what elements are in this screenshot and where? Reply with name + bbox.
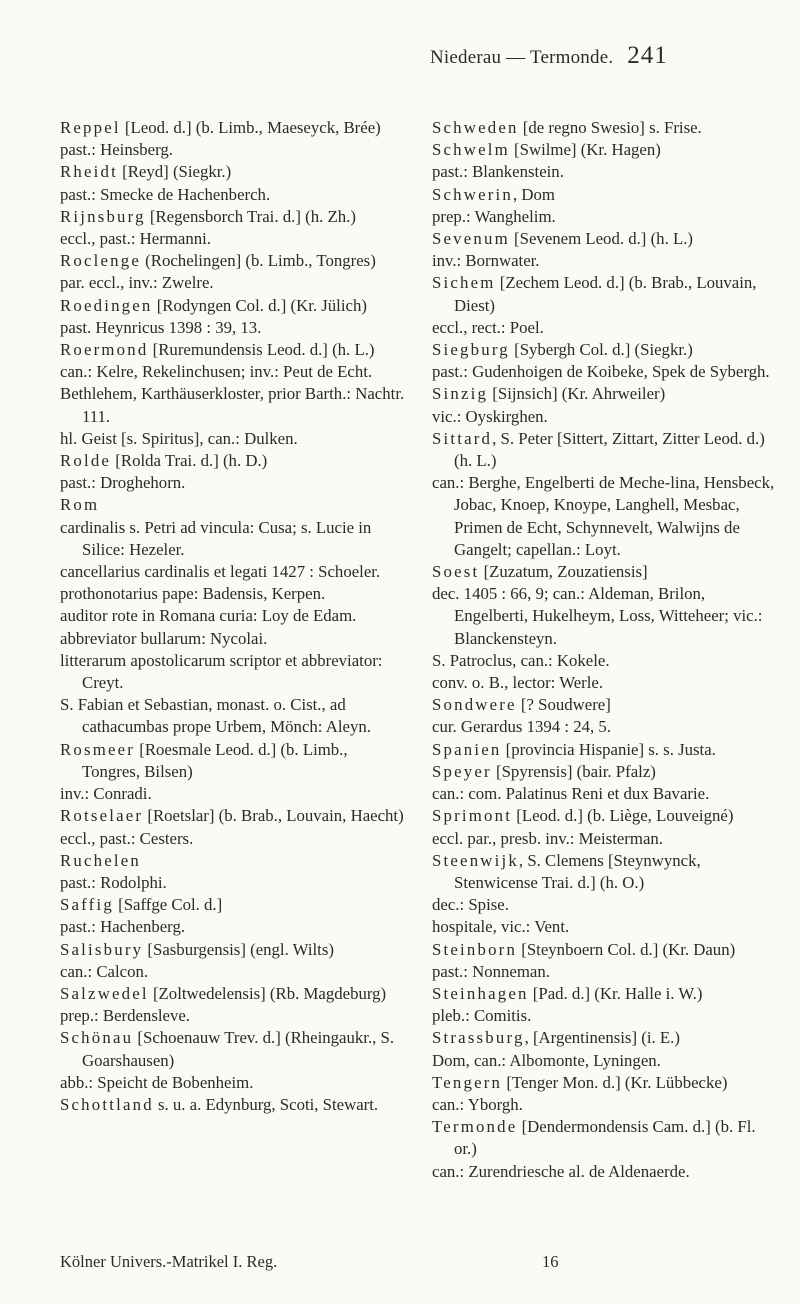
entry-subline: hl. Geist [s. Spiritus], can.: Dulken. bbox=[60, 428, 298, 448]
entry-headword: Termonde bbox=[432, 1117, 518, 1137]
entry-subline: Bethlehem, Karthäuserkloster, prior Barth.: Nachtr. 111. bbox=[60, 384, 405, 426]
entry-headword: Rotselaer bbox=[60, 806, 144, 826]
entry-subline: past. Heynricus 1398 : 39, 13. bbox=[60, 317, 262, 337]
entry-subline: eccl., past.: Hermanni. bbox=[60, 229, 211, 249]
entry-place-detail: [Zechem Leod. d.] (b. Brab., Louvain, Diest) bbox=[454, 273, 757, 315]
entry-place-detail: [Zoltwedelensis] (Rb. Magdeburg) bbox=[148, 983, 387, 1003]
entry-place-detail: [Schoenauw Trev. d.] (Rheingaukr., S. Goarshausen) bbox=[82, 1028, 395, 1070]
entry-subline: litterarum apostolicarum scriptor et abbreviator: Creyt. bbox=[60, 650, 383, 693]
entry-headword: Schottland bbox=[60, 1094, 154, 1114]
entry-subline: vic.: Oyskirghen. bbox=[432, 406, 548, 426]
signature-mark: 16 bbox=[542, 1252, 559, 1271]
entry-headword: Schwerin bbox=[432, 184, 513, 204]
entry-place-detail: , S. Clemens [Steynwynck, Stenwicense Trai. d.] (h. O.) bbox=[454, 850, 701, 892]
index-entry bbox=[432, 983, 777, 1027]
index-entry bbox=[60, 117, 405, 161]
running-title: Niederau — Termonde. bbox=[430, 47, 614, 68]
entry-place-detail: [Roetslar] (b. Brab., Louvain, Haecht) bbox=[143, 806, 404, 826]
entry-subline: pleb.: Comitis. bbox=[432, 1006, 532, 1026]
entry-headword: Rheidt bbox=[60, 162, 118, 182]
entry-subline: prep.: Wanghelim. bbox=[432, 206, 556, 226]
index-entry bbox=[432, 184, 777, 228]
index-entry bbox=[60, 494, 405, 738]
entry-subline: inv.: Conradi. bbox=[60, 784, 152, 804]
entry-place-detail: [Regensborch Trai. d.] (h. Zh.) bbox=[145, 206, 356, 226]
entry-headword: Steinborn bbox=[432, 939, 518, 959]
entry-subline: can.: com. Palatinus Reni et dux Bavarie. bbox=[432, 784, 710, 804]
entry-place-detail: [Steynboern Col. d.] (Kr. Daun) bbox=[517, 939, 736, 959]
index-entry bbox=[432, 228, 777, 272]
index-entry bbox=[432, 1027, 777, 1071]
entry-place-detail: [Sevenem Leod. d.] (h. L.) bbox=[509, 229, 693, 249]
entry-headword: Salisbury bbox=[60, 939, 144, 959]
entry-subline: hospitale, vic.: Vent. bbox=[432, 917, 570, 937]
entry-place-detail: [Sybergh Col. d.] (Siegkr.) bbox=[509, 340, 693, 360]
entry-subline: cardinalis s. Petri ad vincula: Cusa; s. Lucie in Silice: Hezeler. bbox=[60, 517, 372, 559]
index-entry bbox=[432, 739, 777, 761]
index-entry bbox=[60, 339, 405, 450]
index-entry bbox=[60, 805, 405, 849]
entry-headword: Rosmeer bbox=[60, 739, 136, 759]
entry-headword: Sondwere bbox=[432, 695, 517, 715]
entry-headword: Schwelm bbox=[432, 140, 510, 160]
entry-subline: abb.: Speicht de Bobenheim. bbox=[60, 1072, 254, 1092]
entry-headword: Strassburg bbox=[432, 1028, 525, 1048]
entry-place-detail: [? Soudwere] bbox=[516, 695, 611, 715]
entry-headword: Ruchelen bbox=[60, 850, 141, 870]
entry-place-detail: [Reyd] (Siegkr.) bbox=[117, 162, 232, 182]
entry-headword: Roermond bbox=[60, 340, 149, 360]
entry-subline: Dom, can.: Albomonte, Lyningen. bbox=[432, 1050, 661, 1070]
entry-place-detail: , S. Peter [Sittert, Zittart, Zitter Leod. d.) (h. L.) bbox=[454, 428, 765, 471]
running-head bbox=[430, 42, 760, 70]
entry-place-detail: [Swilme] (Kr. Hagen) bbox=[509, 140, 661, 160]
entry-subline: conv. o. B., lector: Werle. bbox=[432, 673, 604, 693]
entry-subline: past.: Gudenhoigen de Koibeke, Spek de Sybergh. bbox=[432, 362, 770, 382]
entry-place-detail: [Dendermondensis Cam. d.] (b. Fl. or.) bbox=[454, 1117, 756, 1159]
entry-headword: Steinhagen bbox=[432, 983, 529, 1003]
right-column bbox=[432, 117, 777, 1183]
entry-headword: Sittard bbox=[432, 428, 493, 448]
index-entry bbox=[432, 139, 777, 183]
entry-subline: cancellarius cardinalis et legati 1427 : Schoeler. bbox=[60, 562, 381, 582]
entry-headword: Tengern bbox=[432, 1072, 503, 1092]
entry-subline: past.: Hachenberg. bbox=[60, 917, 186, 937]
entry-subline: eccl. par., presb. inv.: Meisterman. bbox=[432, 828, 663, 848]
entry-place-detail: [Leod. d.] (b. Liège, Louveigné) bbox=[512, 806, 734, 826]
entry-place-detail: (Rochelingen] (b. Limb., Tongres) bbox=[140, 251, 376, 271]
entry-subline: past.: Rodolphi. bbox=[60, 872, 167, 892]
entry-place-detail: [Roesmale Leod. d.] (b. Limb., Tongres, Bilsen) bbox=[82, 739, 348, 781]
index-entry bbox=[60, 739, 405, 806]
entry-subline: prothonotarius pape: Badensis, Kerpen. bbox=[60, 584, 326, 604]
entry-subline: can.: Calcon. bbox=[60, 961, 149, 981]
page-footer bbox=[60, 1252, 760, 1272]
index-entry bbox=[60, 894, 405, 938]
entry-subline: can.: Berghe, Engelberti de Meche-lina, Hensbeck, Jobac, Knoep, Knoype, Langhell, Mesbac, Primen de Echt, Schynnevelt, Walwijns de Gangelt; capellan.: Loyt. bbox=[432, 473, 775, 559]
index-entry bbox=[60, 161, 405, 205]
footer-source: Kölner Univers.-Matrikel I. Reg. bbox=[60, 1252, 278, 1271]
entry-subline: par. eccl., inv.: Zwelre. bbox=[60, 273, 214, 293]
entry-subline: abbreviator bullarum: Nycolai. bbox=[60, 628, 268, 648]
entry-place-detail: [Pad. d.] (Kr. Halle i. W.) bbox=[528, 983, 703, 1003]
entry-subline: S. Patroclus, can.: Kokele. bbox=[432, 650, 610, 670]
entry-headword: Roclenge bbox=[60, 251, 141, 271]
index-entry bbox=[60, 250, 405, 294]
index-entry bbox=[432, 694, 777, 738]
entry-place-detail: [Rodyngen Col. d.] (Kr. Jülich) bbox=[152, 295, 367, 315]
index-entry bbox=[432, 850, 777, 939]
entry-headword: Sevenum bbox=[432, 229, 510, 249]
entry-place-detail: , [Argentinensis] (i. E.) bbox=[524, 1028, 680, 1048]
entry-place-detail: , Dom bbox=[512, 184, 555, 204]
entry-headword: Reppel bbox=[60, 118, 121, 137]
entry-subline: past.: Blankenstein. bbox=[432, 162, 564, 182]
entry-subline: eccl., past.: Cesters. bbox=[60, 828, 194, 848]
index-entry bbox=[432, 339, 777, 383]
index-entry bbox=[60, 1094, 405, 1116]
entry-subline: eccl., rect.: Poel. bbox=[432, 317, 544, 337]
entry-subline: S. Fabian et Sebastian, monast. o. Cist., ad cathacumbas prope Urbem, Mönch: Aleyn. bbox=[60, 695, 371, 737]
entry-subline: prep.: Berdensleve. bbox=[60, 1006, 191, 1026]
entry-headword: Soest bbox=[432, 562, 480, 582]
entry-place-detail: s. u. a. Edynburg, Scoti, Stewart. bbox=[153, 1094, 379, 1114]
entry-headword: Spanien bbox=[432, 739, 502, 759]
index-entry bbox=[60, 295, 405, 339]
entry-place-detail: [Tenger Mon. d.] (Kr. Lübbecke) bbox=[502, 1072, 728, 1092]
entry-headword: Sprimont bbox=[432, 806, 513, 826]
entry-place-detail: [Zuzatum, Zouzatiensis] bbox=[479, 562, 648, 582]
left-column bbox=[60, 117, 405, 1116]
entry-headword: Steenwijk bbox=[432, 850, 519, 870]
entry-headword: Salzwedel bbox=[60, 983, 149, 1003]
entry-place-detail: [Sasburgensis] (engl. Wilts) bbox=[143, 939, 334, 959]
index-entry bbox=[60, 206, 405, 250]
entry-headword: Siegburg bbox=[432, 340, 510, 360]
entry-place-detail: [Ruremundensis Leod. d.] (h. L.) bbox=[148, 340, 375, 360]
entry-place-detail: [Leod. d.] (b. Limb., Maeseyck, Brée) bbox=[120, 118, 381, 137]
entry-subline: can.: Zurendriesche al. de Aldenaerde. bbox=[432, 1161, 690, 1181]
entry-subline: past.: Smecke de Hachenberch. bbox=[60, 184, 271, 204]
index-entry bbox=[60, 939, 405, 983]
page-number: 241 bbox=[627, 42, 668, 69]
index-entry bbox=[432, 805, 777, 849]
entry-subline: dec.: Spise. bbox=[432, 895, 509, 915]
entry-subline: auditor rote in Romana curia: Loy de Edam. bbox=[60, 606, 357, 626]
index-entry bbox=[432, 1072, 777, 1116]
entry-place-detail: [Spyrensis] (bair. Pfalz) bbox=[491, 761, 656, 781]
index-entry bbox=[432, 761, 777, 805]
entry-place-detail: [Saffge Col. d.] bbox=[113, 895, 223, 915]
entry-headword: Rom bbox=[60, 495, 100, 515]
entry-subline: inv.: Bornwater. bbox=[432, 251, 540, 271]
entry-headword: Speyer bbox=[432, 761, 492, 781]
index-entry bbox=[432, 1116, 777, 1183]
index-entry bbox=[432, 561, 777, 694]
entry-place-detail: [provincia Hispanie] s. s. Justa. bbox=[501, 739, 716, 759]
index-entry bbox=[432, 272, 777, 339]
index-entry bbox=[60, 983, 405, 1027]
entry-place-detail: [de regno Swesio] s. Frise. bbox=[518, 118, 702, 137]
entry-subline: cur. Gerardus 1394 : 24, 5. bbox=[432, 717, 611, 737]
entry-headword: Saffig bbox=[60, 895, 114, 915]
entry-headword: Schweden bbox=[432, 118, 519, 137]
entry-subline: dec. 1405 : 66, 9; can.: Aldeman, Brilon, Engelberti, Hukelheym, Loss, Witteheer; vic.: Blanckensteyn. bbox=[432, 584, 763, 648]
index-entry bbox=[432, 383, 777, 427]
entry-subline: can.: Yborgh. bbox=[432, 1094, 523, 1114]
entry-place-detail: [Rolda Trai. d.] (h. D.) bbox=[111, 451, 268, 471]
entry-headword: Roedingen bbox=[60, 295, 153, 315]
entry-place-detail: [Sijnsich] (Kr. Ahrweiler) bbox=[488, 384, 666, 404]
index-entry bbox=[432, 117, 777, 139]
index-entry bbox=[432, 428, 777, 561]
index-entry bbox=[60, 850, 405, 894]
index-entry bbox=[60, 1027, 405, 1094]
index-entry bbox=[432, 939, 777, 983]
entry-headword: Rolde bbox=[60, 451, 112, 471]
entry-subline: past.: Nonneman. bbox=[432, 961, 550, 981]
entry-headword: Sinzig bbox=[432, 384, 489, 404]
entry-subline: past.: Heinsberg. bbox=[60, 140, 173, 160]
entry-headword: Schönau bbox=[60, 1028, 134, 1048]
entry-headword: Rijnsburg bbox=[60, 206, 146, 226]
entry-headword: Sichem bbox=[432, 273, 496, 293]
entry-subline: can.: Kelre, Rekelinchusen; inv.: Peut de Echt. bbox=[60, 362, 373, 382]
entry-subline: past.: Droghehorn. bbox=[60, 473, 186, 493]
index-entry bbox=[60, 450, 405, 494]
